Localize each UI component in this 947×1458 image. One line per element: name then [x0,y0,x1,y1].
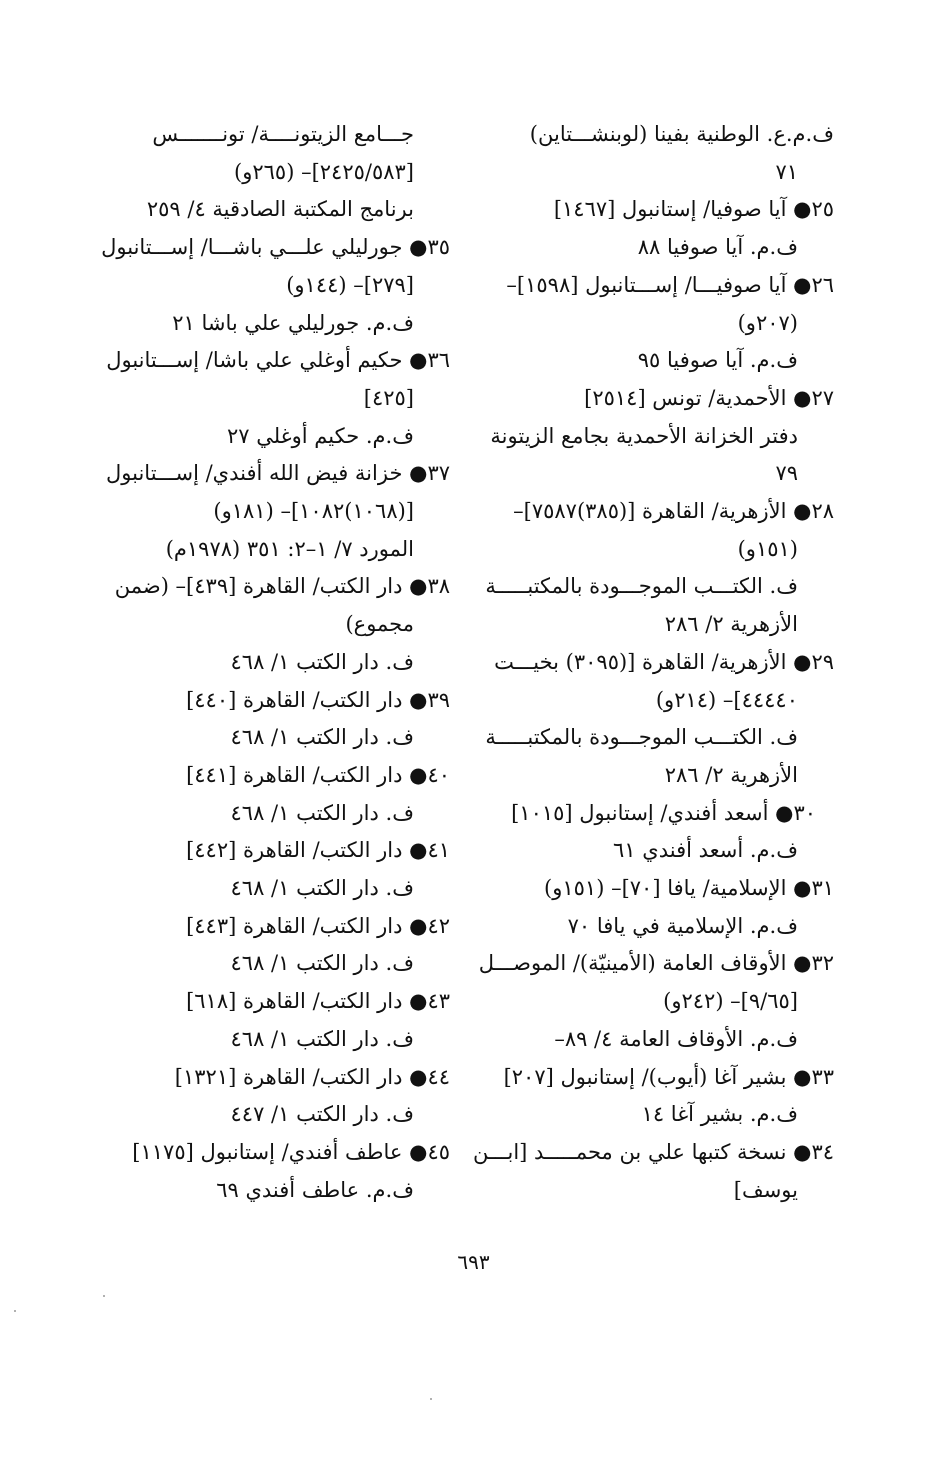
entry-line: ٤١● دار الكتب/ القاهرة [٤٤٢] [186,838,450,863]
entry-line: ف.م. حكيم أوغلي ٢٧ [226,423,414,448]
entry-line: ٢٦● آيا صوفيـــا/ إســـتانبول [١٥٩٨]– [506,272,834,297]
entry-line: ف.م. عاطف أفندي ٦٩ [216,1177,414,1202]
entry-line: ف. الكتـــب الموجـــودة بالمكتبـــــة [485,574,798,599]
entry-line: ٣٩● دار الكتب/ القاهرة [٤٤٠] [186,687,450,712]
entry-line: يوسف] [733,1177,798,1202]
page-number: ٦٩٣ [457,1250,490,1274]
entry-line: ٤٢● دار الكتب/ القاهرة [٤٤٣] [186,913,450,938]
entry-line: ف.م. آيا صوفيا ٨٨ [637,235,798,260]
entry-line: ف.م. جورليلي علي باشا ٢١ [172,310,414,335]
entry-line: دفتر الخزانة الأحمدية بجامع الزيتونة [490,423,798,448]
entry-line: ٣٤● نسخة كتبها علي بن محمـــــد [ابـــن [473,1139,834,1164]
entry-line: ف.م. الإسلامية في يافا ٧٠ [567,913,798,938]
entry-line: ٢٥● آيا صوفيا/ إستانبول [١٤٦٧] [553,197,834,222]
entry-line: ف.م.ع. الوطنية بفينا (لوبنشـــتاين) [529,122,834,146]
entry-line: ٣١● الإسلامية/ يافا [٧٠]– (١٥١و) [544,876,834,901]
scan-speck [103,1295,105,1297]
entry-line: ف.م. بشير آغا ١٤ [641,1102,798,1127]
entry-line: ف.م. أسعد أفندي ٦١ [613,838,798,863]
entry-line: ٣٥● جورليلي علـــي باشـــا/ إســـتانبول [101,235,450,260]
entry-line: الأزهرية ٢/ ٢٨٦ [664,762,798,787]
entry-line: [٢٤٢٥/٥٨٣]– (٢٦٥و) [234,159,414,184]
entry-line: برنامج المكتبة الصادقية ٤/ ٢٥٩ [146,197,414,222]
entry-line: ٢٨● الأزهرية/ القاهرة [(٣٨٥)٧٥٨٧]– [513,499,834,524]
entry-line: ٣٠● أسعد أفندي/ إستانبول [١٠١٥] [511,800,816,825]
entry-line: ٤٣● دار الكتب/ القاهرة [٦١٨] [186,989,450,1014]
scan-speck [430,1398,432,1400]
entry-line: ٧٩ [775,461,798,486]
right-column [473,116,834,1209]
entry-line: ف. دار الكتب ١/ ٤٦٨ [230,649,414,674]
entry-line: ف. دار الكتب ١/ ٤٦٨ [230,725,414,750]
entry-line: [٩/٦٥]– (٢٤٢و) [663,989,798,1014]
entry-line: ف. دار الكتب ١/ ٤٤٧ [230,1102,414,1127]
entry-line: ف. دار الكتب ١/ ٤٦٨ [230,951,414,976]
entry-line: (١٥١و) [737,536,798,561]
entry-line: [(١٠٦٨)١٠٨٢]– (١٨١و) [213,499,414,524]
entry-line: ٤٥● عاطف أفندي/ إستانبول [١١٧٥] [132,1139,450,1164]
left-column [101,116,450,1209]
entry-line: ف. دار الكتب ١/ ٤٦٨ [230,876,414,901]
entry-line: ٣٦● حكيم أوغلي علي باشا/ إســـتانبول [106,348,450,373]
entry-line: الأزهرية ٢/ ٢٨٦ [664,612,798,637]
entry-line: ٤٠● دار الكتب/ القاهرة [٤٤١] [186,762,450,787]
entry-line: ٢٩● الأزهرية/ القاهرة [(٣٠٩٥) بخيـــت [494,649,834,674]
entry-line: ٣٣● بشير آغا (أيوب)/ إستانبول [٢٠٧] [503,1064,834,1089]
entry-line: ٧١ [775,159,798,184]
entry-line: ف.م. الأوقاف العامة ٤/ ٨٩– [554,1026,798,1051]
entry-line: (٢٠٧و) [737,310,798,335]
entry-line: [٢٧٩]– (١٤٤و) [286,272,414,297]
entry-line: جـــامع الزيتونــــة/ تونـــــــس [152,122,414,146]
entry-line: ٣٢● الأوقاف العامة (الأمينيّة)/ الموصـــل [478,951,834,976]
entry-line: ف.م. آيا صوفيا ٩٥ [637,348,798,373]
entry-line: ٤٤٤٤٠]– (٢١٤و) [655,687,798,712]
entry-line: [٤٢٥] [363,385,414,410]
entry-line: ٢٧● الأحمدية/ تونس [٢٥١٤] [584,385,834,410]
entry-line: ٤٤● دار الكتب/ القاهرة [١٣٢١] [174,1064,450,1089]
entry-line: المورد ٧/ ١–٢: ٣٥١ (١٩٧٨م) [165,536,414,561]
scan-speck [14,1310,16,1312]
entry-line: ٣٧● خزانة فيض الله أفندي/ إســـتانبول [106,461,450,486]
entry-line: ف. الكتـــب الموجـــودة بالمكتبـــــة [485,725,798,750]
entry-line: ٣٨● دار الكتب/ القاهرة [٤٣٩]– (ضمن [114,574,450,599]
entry-line: مجموع) [345,612,414,637]
entry-line: ف. دار الكتب ١/ ٤٦٨ [230,800,414,825]
entry-line: ف. دار الكتب ١/ ٤٦٨ [230,1026,414,1051]
